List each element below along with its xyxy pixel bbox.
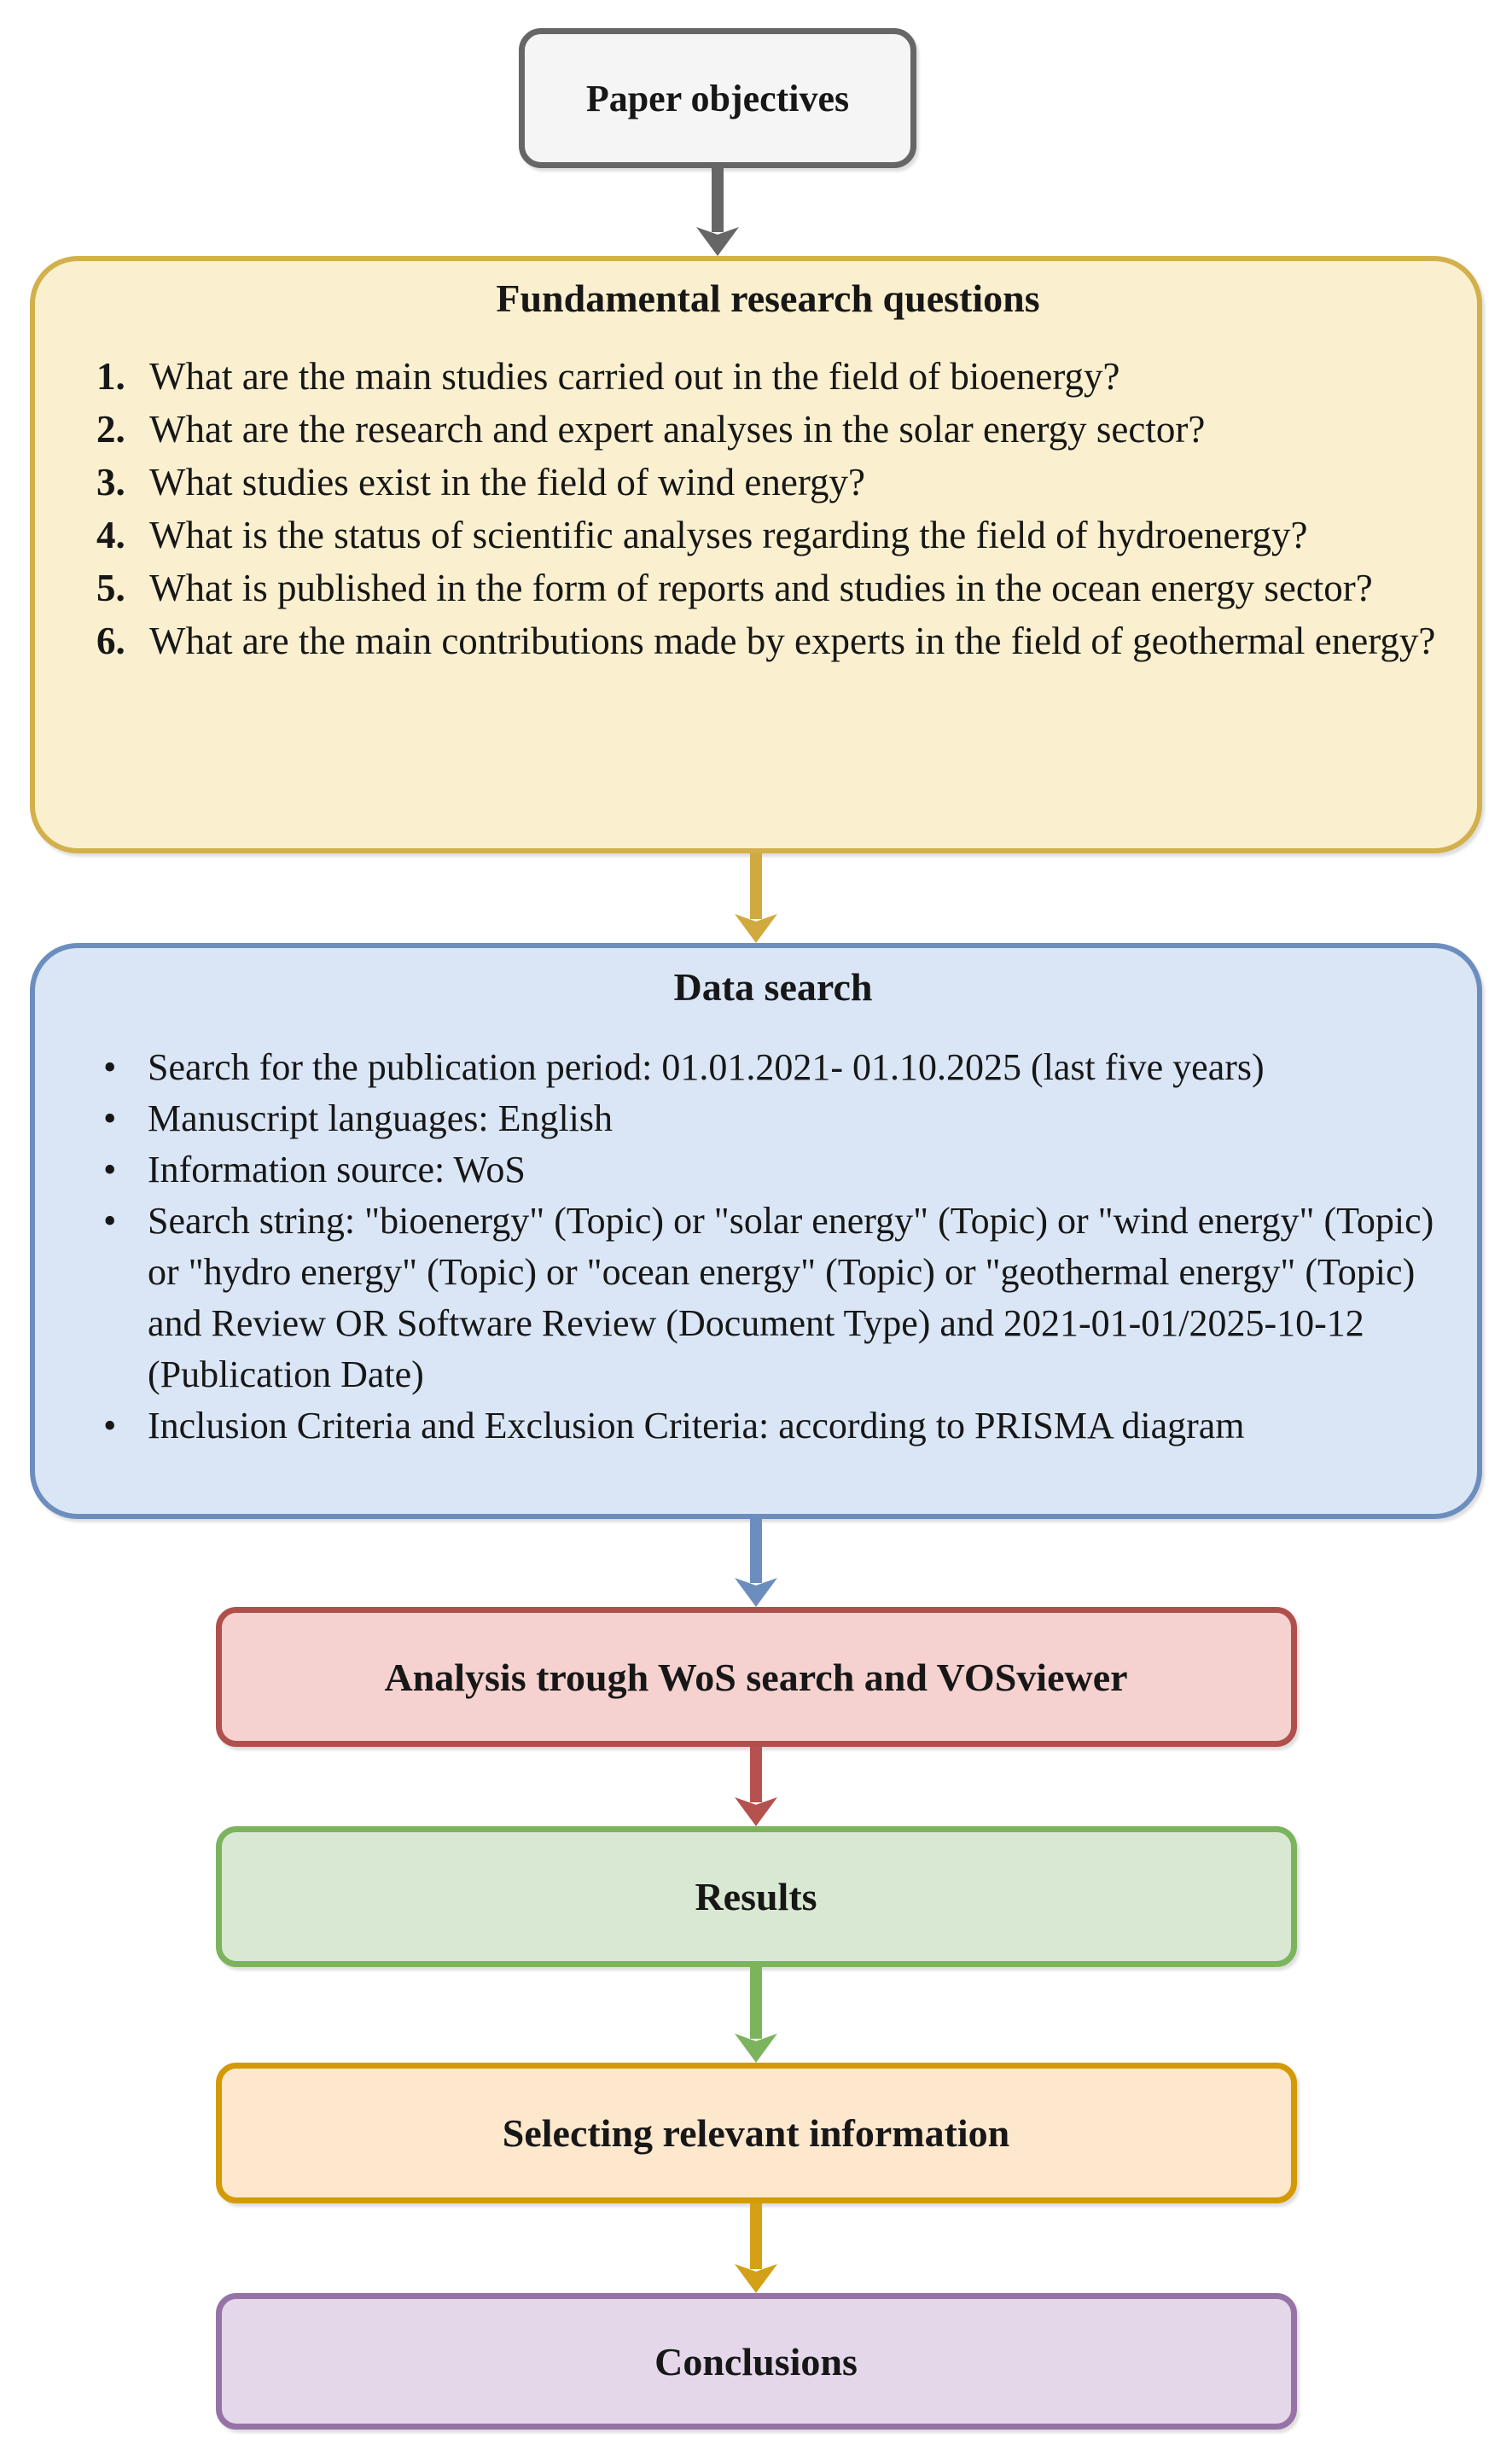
bullet-item (103, 1144, 1443, 1196)
question-number: 1. (96, 355, 125, 398)
results-node (216, 1826, 1297, 1967)
arrow-stem (750, 1967, 762, 2039)
arrow-stem (750, 1519, 762, 1583)
data-search-title: Data search (673, 965, 873, 1009)
arrow-down-gray-icon (696, 168, 739, 256)
arrow-stem (750, 853, 762, 919)
arrow-down-gold-icon (735, 853, 777, 943)
selecting-information-label: Selecting relevant information (502, 2111, 1010, 2155)
question-text: What is published in the form of reports and studies in the ocean energy sector? (149, 567, 1373, 609)
bullet-item (103, 1042, 1443, 1093)
bullet-marker-icon: • (103, 1405, 117, 1446)
arrow-down-red-icon (735, 1747, 777, 1826)
question-number: 4. (96, 514, 125, 556)
paper-objectives-node (519, 28, 916, 168)
paper-objectives-label: Paper objectives (585, 77, 850, 119)
question-text: What are the main studies carried out in the field of bioenergy? (149, 355, 1120, 398)
research-questions-title: Fundamental research questions (496, 276, 1040, 320)
question-item (96, 350, 1439, 403)
bullet-text: Information source: WoS (148, 1149, 526, 1190)
bullet-marker-icon: • (103, 1097, 117, 1139)
arrow-down-amber-icon (735, 2203, 777, 2293)
data-search-bullet-list (103, 1042, 1443, 1452)
question-item (96, 509, 1439, 562)
question-item (96, 403, 1439, 456)
data-search-node (30, 943, 1482, 1519)
conclusions-node (216, 2293, 1297, 2430)
arrow-down-blue-icon (735, 1519, 777, 1607)
analysis-label: Analysis trough WoS search and VOSviewer (384, 1655, 1128, 1699)
bullet-marker-icon: • (103, 1046, 117, 1088)
question-text: What are the main contributions made by experts in the field of geothermal energy? (149, 620, 1436, 662)
question-item (96, 562, 1439, 614)
question-number: 6. (96, 620, 125, 662)
question-text: What is the status of scientific analyses regarding the field of hydroenergy? (149, 514, 1308, 556)
bullet-text: Manuscript languages: English (148, 1097, 614, 1139)
results-label: Results (695, 1875, 817, 1918)
research-questions-list (96, 350, 1439, 667)
research-questions-node (30, 256, 1482, 853)
bullet-text: Search for the publication period: 01.01.2021- 01.10.2025 (last five years) (148, 1046, 1265, 1088)
bullet-marker-icon: • (103, 1200, 117, 1242)
arrow-stem (750, 2203, 762, 2269)
arrow-stem (750, 1747, 762, 1802)
question-number: 3. (96, 461, 125, 503)
question-number: 5. (96, 567, 125, 609)
question-item (96, 456, 1439, 509)
analysis-node (216, 1607, 1297, 1747)
bullet-item (103, 1400, 1443, 1452)
question-item (96, 614, 1439, 667)
bullet-text: Search string: "bioenergy" (Topic) or "solar energy" (Topic) or "wind energy" (Topic) or "hydro energy" (Topic) or "ocean energy" (Topic) or "geothermal energy" (Topic) and Review OR Software Review (Document Type) and 2021-01-01/2025-10-12 (Publication Date) (148, 1200, 1434, 1395)
question-text: What studies exist in the field of wind energy? (149, 461, 865, 503)
conclusions-label: Conclusions (654, 2339, 858, 2383)
bullet-text: Inclusion Criteria and Exclusion Criteria: according to PRISMA diagram (148, 1405, 1245, 1446)
bullet-marker-icon: • (103, 1149, 117, 1190)
bullet-item (103, 1093, 1443, 1144)
bullet-item (103, 1196, 1443, 1400)
arrow-down-green-icon (735, 1967, 777, 2063)
question-text: What are the research and expert analyses in the solar energy sector? (149, 408, 1206, 451)
question-number: 2. (96, 408, 125, 451)
arrow-stem (712, 168, 724, 232)
selecting-information-node (216, 2063, 1297, 2203)
